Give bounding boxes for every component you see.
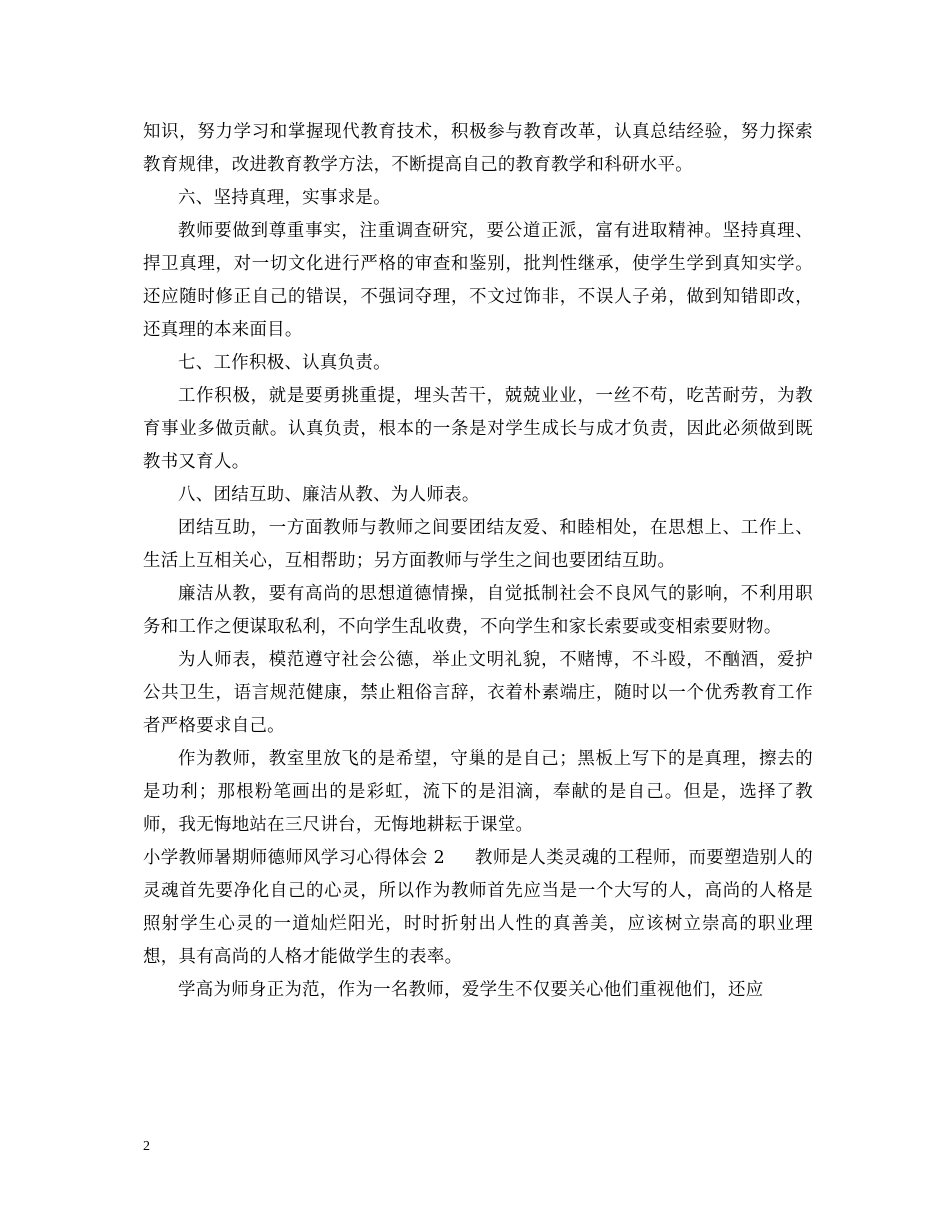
- paragraph-unity: 团结互助，一方面教师与教师之间要团结友爱、和睦相处，在思想上、工作上、生活上互相关心，互相帮助；另方面教师与学生之间也要团结互助。: [143, 518, 813, 571]
- section-title: 小学教师暑期师德师风学习心得体会 2: [143, 848, 445, 868]
- section-paragraph: [143, 842, 813, 974]
- paragraph-truth: 教师要做到尊重事实，注重调查研究，要公道正派，富有进取精神。坚持真理、捍卫真理，对一切文化进行严格的审查和鉴别，批判性继承，使学生学到真知实学。还应随时修正自己的错误，不强词夺理，不文过饰非，不误人子弟，做到知错即改，还真理的本来面目。: [143, 221, 813, 340]
- section-text: 教师是人类灵魂的工程师，而要塑造别人的灵魂首先要净化自己的心灵，所以作为教师首先应当是一个大写的人，高尚的人格是照射学生心灵的一道灿烂阳光，时时折射出人性的真善美，应该树立崇高的职业理想，具有高尚的人格才能做学生的表率。: [143, 848, 813, 967]
- heading-seven: 七、工作积极、认真负责。: [178, 353, 391, 373]
- paragraph-work: 工作积极，就是要勇挑重提，埋头苦干，兢兢业业，一丝不苟，吃苦耐劳，为教育事业多做贡献。认真负责，根本的一条是对学生成长与成才负责，因此必须做到既教书又育人。: [143, 386, 813, 472]
- paragraph-teacher-reflection: 作为教师，教室里放飞的是希望，守巢的是自己；黑板上写下的是真理，擦去的是功利；那根粉笔画出的是彩虹，流下的是泪滴，奉献的是自己。但是，选择了教师，我无悔地站在三尺讲台，无悔地耕耘于课堂。: [143, 749, 813, 835]
- body-text: [143, 116, 813, 1007]
- paragraph-last: 学高为师身正为范，作为一名教师，爱学生不仅要关心他们重视他们，还应: [178, 980, 764, 1000]
- heading-eight: 八、团结互助、廉洁从教、为人师表。: [178, 485, 480, 505]
- paragraph-continuation: 知识，努力学习和掌握现代教育技术，积极参与教育改革，认真总结经验，努力探索教育规律，改进教育教学方法，不断提高自己的教育教学和科研水平。: [143, 122, 813, 175]
- paragraph-integrity: 廉洁从教，要有高尚的思想道德情操，自觉抵制社会不良风气的影响，不利用职务和工作之便谋取私利，不向学生乱收费，不向学生和家长索要或变相索要财物。: [143, 584, 813, 637]
- page-number: 2: [143, 1139, 150, 1154]
- heading-six: 六、坚持真理，实事求是。: [178, 188, 391, 208]
- paragraph-role-model: 为人师表，模范遵守社会公德，举止文明礼貌，不赌博，不斗殴，不酗酒，爱护公共卫生，语言规范健康，禁止粗俗言辞，衣着朴素端庄，随时以一个优秀教育工作者严格要求自己。: [143, 650, 813, 736]
